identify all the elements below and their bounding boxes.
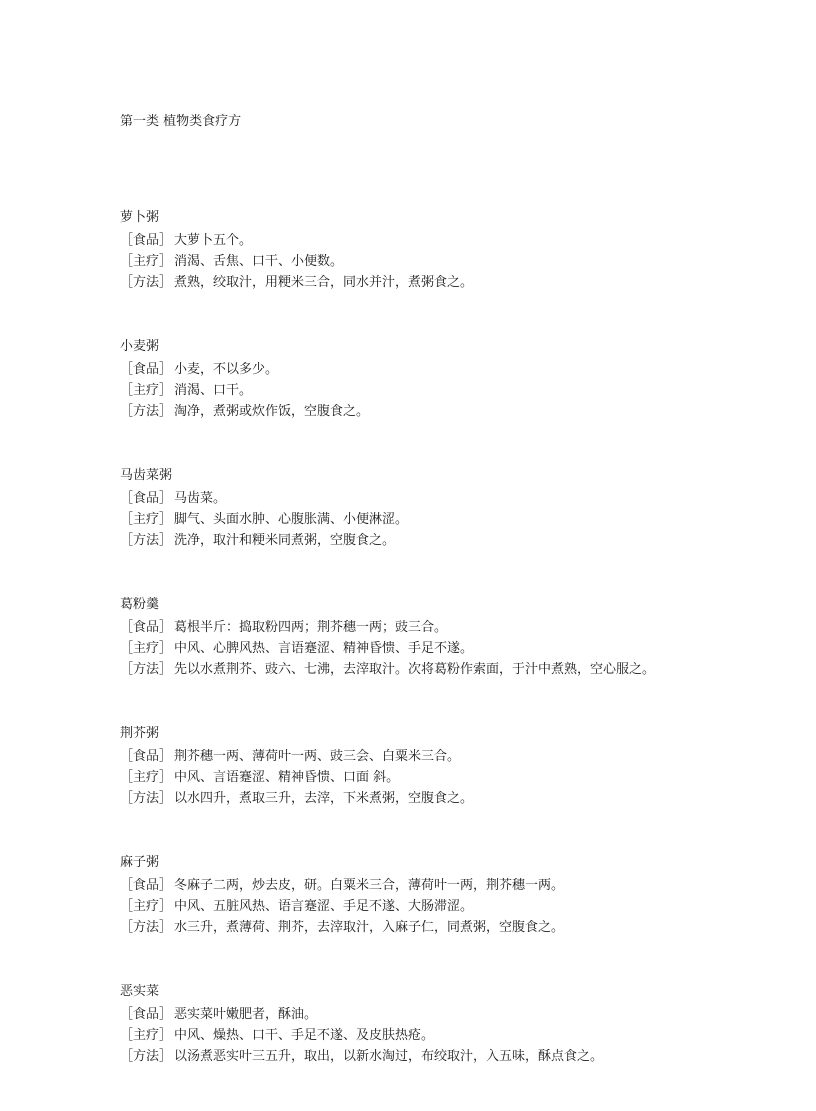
tag-ingredients: ［食品］ bbox=[120, 1007, 173, 1022]
tag-method: ［方法］ bbox=[120, 662, 173, 677]
recipe-method bbox=[120, 401, 800, 422]
method-text: 淘净，煮粥或炊作饭，空腹食之。 bbox=[174, 404, 370, 419]
document-page bbox=[120, 112, 800, 1111]
recipe-indications bbox=[120, 1025, 800, 1046]
ingredients-text: 葛根半斤：捣取粉四两；荆芥穗一两；豉三合。 bbox=[174, 620, 448, 635]
recipe-name: 恶实菜 bbox=[120, 984, 160, 999]
recipe-luobo-zhou bbox=[120, 208, 800, 293]
recipe-jingjie-zhou bbox=[120, 724, 800, 809]
method-text: 以汤煮恶实叶三五升，取出，以新水淘过，布绞取汁，入五味，酥点食之。 bbox=[174, 1049, 604, 1064]
method-text: 煮熟，绞取汁，用粳米三合，同水并汁，煮粥食之。 bbox=[174, 275, 474, 290]
tag-ingredients: ［食品］ bbox=[120, 620, 173, 635]
indications-text: 中风、五脏风热、语言蹇涩、手足不遂、大肠滞涩。 bbox=[174, 899, 474, 914]
recipe-xiaomai-zhou bbox=[120, 337, 800, 422]
recipe-name: 萝卜粥 bbox=[120, 210, 160, 225]
method-text: 以水四升，煮取三升，去滓，下米煮粥，空腹食之。 bbox=[174, 791, 474, 806]
recipe-indications bbox=[120, 380, 800, 401]
recipe-name: 荆芥粥 bbox=[120, 726, 160, 741]
indications-text: 消渴、口干。 bbox=[174, 383, 253, 398]
recipe-ingredients bbox=[120, 359, 800, 380]
recipe-ingredients bbox=[120, 875, 800, 896]
recipe-name: 小麦粥 bbox=[120, 339, 160, 354]
ingredients-text: 马齿菜。 bbox=[174, 491, 227, 506]
tag-ingredients: ［食品］ bbox=[120, 878, 173, 893]
method-text: 水三升，煮薄荷、荆芥，去滓取汁，入麻子仁，同煮粥，空腹食之。 bbox=[174, 920, 565, 935]
recipe-method bbox=[120, 917, 800, 938]
recipe-method bbox=[120, 659, 800, 680]
recipe-machicai-zhou bbox=[120, 466, 800, 551]
recipe-method bbox=[120, 272, 800, 293]
tag-method: ［方法］ bbox=[120, 404, 173, 419]
recipe-ingredients bbox=[120, 746, 800, 767]
indications-text: 脚气、头面水肿、心腹胀满、小便淋涩。 bbox=[174, 512, 409, 527]
indications-text: 中风、燥热、口干、手足不遂、及皮肤热疮。 bbox=[174, 1028, 435, 1043]
tag-method: ［方法］ bbox=[120, 1049, 173, 1064]
ingredients-text: 小麦，不以多少。 bbox=[174, 362, 279, 377]
recipe-indications bbox=[120, 509, 800, 530]
tag-indications: ［主疗］ bbox=[120, 1028, 173, 1043]
recipe-mazi-zhou bbox=[120, 853, 800, 938]
recipe-indications bbox=[120, 896, 800, 917]
tag-indications: ［主疗］ bbox=[120, 512, 173, 527]
ingredients-text: 冬麻子二两，炒去皮，研。白粟米三合，薄荷叶一两，荆芥穗一两。 bbox=[174, 878, 565, 893]
tag-ingredients: ［食品］ bbox=[120, 362, 173, 377]
tag-ingredients: ［食品］ bbox=[120, 233, 173, 248]
ingredients-text: 大萝卜五个。 bbox=[174, 233, 253, 248]
recipe-indications bbox=[120, 638, 800, 659]
recipe-name: 马齿菜粥 bbox=[120, 468, 173, 483]
recipe-list bbox=[120, 208, 800, 1067]
tag-indications: ［主疗］ bbox=[120, 254, 173, 269]
tag-method: ［方法］ bbox=[120, 920, 173, 935]
indications-text: 中风、心脾风热、言语蹇涩、精神昏愦、手足不遂。 bbox=[174, 641, 474, 656]
indications-text: 消渴、舌焦、口干、小便数。 bbox=[174, 254, 344, 269]
recipe-ingredients bbox=[120, 1004, 800, 1025]
method-text: 先以水煮荆芥、豉六、七沸，去滓取汁。次将葛粉作索面，于汁中煮熟，空心服之。 bbox=[174, 662, 656, 677]
recipe-method bbox=[120, 788, 800, 809]
tag-method: ［方法］ bbox=[120, 791, 173, 806]
tag-method: ［方法］ bbox=[120, 275, 173, 290]
tag-indications: ［主疗］ bbox=[120, 641, 173, 656]
ingredients-text: 恶实菜叶嫩肥者，酥油。 bbox=[174, 1007, 318, 1022]
recipe-name: 葛粉羹 bbox=[120, 597, 160, 612]
indications-text: 中风、言语蹇涩、精神昏愦、口面 斜。 bbox=[174, 770, 400, 785]
recipe-ingredients bbox=[120, 488, 800, 509]
recipe-eshi-cai bbox=[120, 982, 800, 1067]
recipe-ingredients bbox=[120, 230, 800, 251]
recipe-name: 麻子粥 bbox=[120, 855, 160, 870]
recipe-method bbox=[120, 530, 800, 551]
method-text: 洗净，取汁和粳米同煮粥，空腹食之。 bbox=[174, 533, 396, 548]
recipe-gefen-geng bbox=[120, 595, 800, 680]
tag-ingredients: ［食品］ bbox=[120, 491, 173, 506]
tag-indications: ［主疗］ bbox=[120, 899, 173, 914]
tag-indications: ［主疗］ bbox=[120, 383, 173, 398]
recipe-indications bbox=[120, 251, 800, 272]
ingredients-text: 荆芥穗一两、薄荷叶一两、豉三会、白粟米三合。 bbox=[174, 749, 461, 764]
recipe-indications bbox=[120, 767, 800, 788]
recipe-ingredients bbox=[120, 617, 800, 638]
recipe-method bbox=[120, 1046, 800, 1067]
tag-ingredients: ［食品］ bbox=[120, 749, 173, 764]
tag-indications: ［主疗］ bbox=[120, 770, 173, 785]
tag-method: ［方法］ bbox=[120, 533, 173, 548]
category-title: 第一类 植物类食疗方 bbox=[120, 114, 242, 129]
